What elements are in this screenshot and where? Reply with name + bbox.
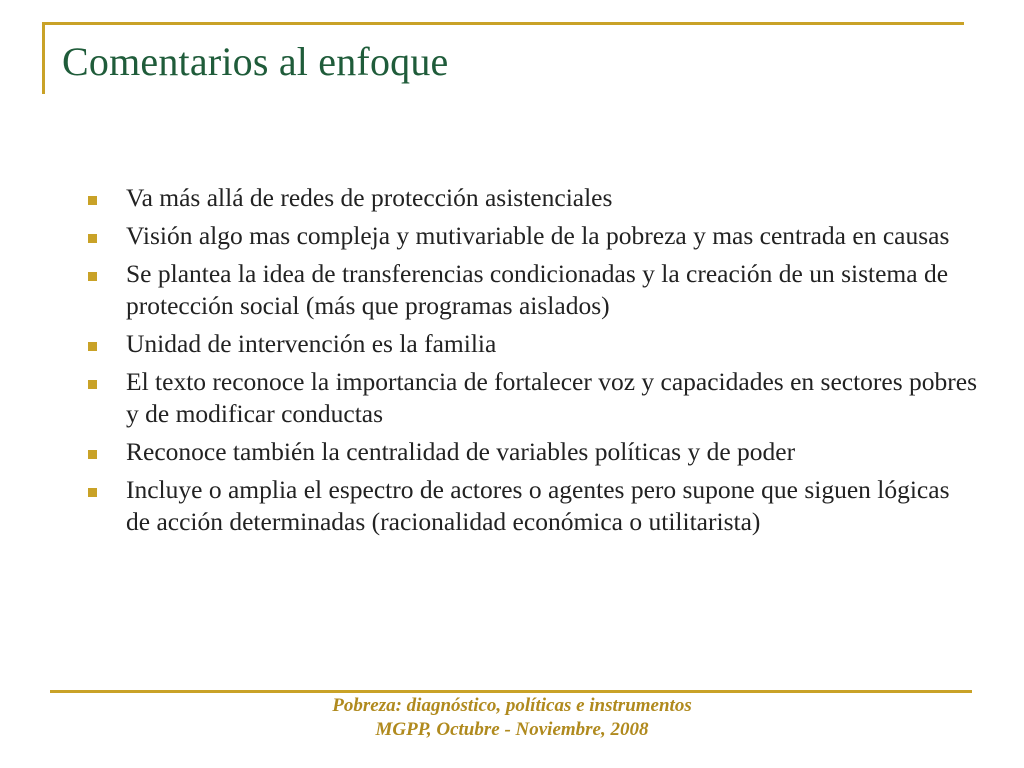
bullet-text: Reconoce también la centralidad de variables políticas y de poder [126, 437, 796, 466]
title-frame-top-rule [42, 22, 964, 25]
footer-rule [50, 690, 972, 693]
square-bullet-icon [88, 342, 97, 351]
bullet-item [88, 182, 978, 214]
slide-footer [0, 694, 1024, 742]
square-bullet-icon [88, 272, 97, 281]
bullet-item [88, 328, 978, 360]
bullet-text: Visión algo mas compleja y mutivariable de la pobreza y mas centrada en causas [126, 221, 950, 250]
bullet-text: Unidad de intervención es la familia [126, 329, 497, 358]
title-frame-left-rule [42, 22, 45, 94]
bullet-text: Va más allá de redes de protección asistenciales [126, 183, 613, 212]
bullet-item [88, 220, 978, 252]
bullet-text: El texto reconoce la importancia de fortalecer voz y capacidades en sectores pobres y de modificar conductas [126, 367, 978, 428]
bullet-text: Incluye o amplia el espectro de actores o agentes pero supone que siguen lógicas de acción determinadas (racionalidad económica o utilitarista) [126, 475, 950, 536]
square-bullet-icon [88, 488, 97, 497]
bullet-item [88, 436, 978, 468]
square-bullet-icon [88, 380, 97, 389]
square-bullet-icon [88, 450, 97, 459]
bullet-list [88, 182, 978, 544]
bullet-item [88, 258, 978, 322]
bullet-item [88, 366, 978, 430]
slide-title: Comentarios al enfoque [62, 39, 449, 84]
square-bullet-icon [88, 234, 97, 243]
square-bullet-icon [88, 196, 97, 205]
footer-course-date: MGPP, Octubre - Noviembre, 2008 [375, 719, 649, 740]
footer-course-title: Pobreza: diagnóstico, políticas e instrumentos [332, 695, 692, 716]
bullet-text: Se plantea la idea de transferencias condicionadas y la creación de un sistema de protección social (más que programas aislados) [126, 259, 949, 320]
bullet-item [88, 474, 978, 538]
